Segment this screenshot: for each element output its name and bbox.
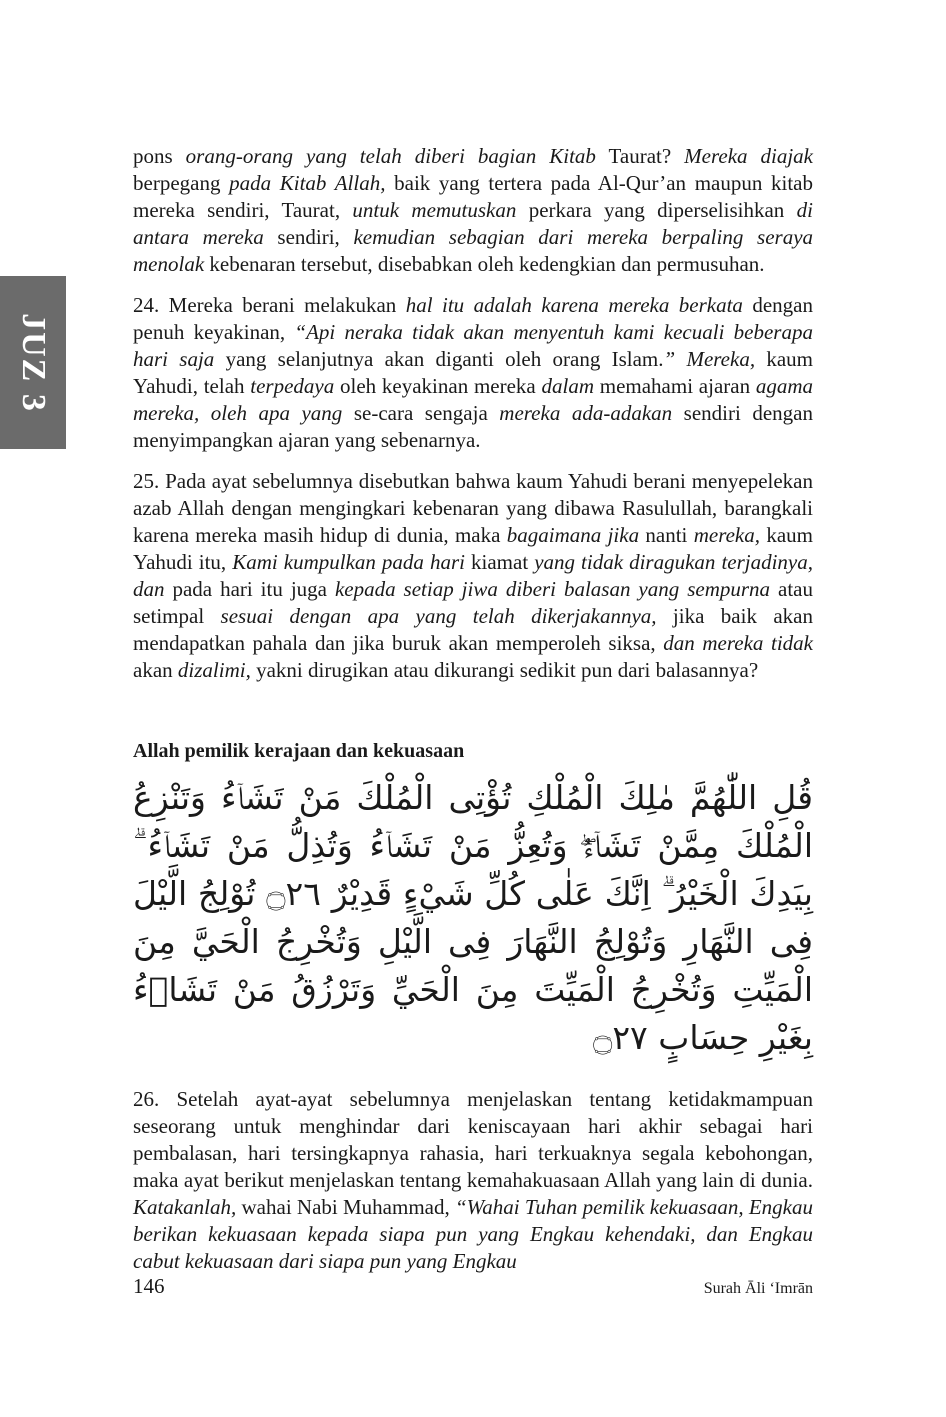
italic-run: Mereka, xyxy=(686,347,756,371)
text-run: dengan penuh keyakinan, xyxy=(133,293,813,344)
text-run: akan xyxy=(133,658,178,682)
text-run: pons xyxy=(133,144,186,168)
page-content xyxy=(133,143,813,1289)
italic-run: bagaimana jika xyxy=(506,523,640,547)
italic-run: “Wahai Tuhan pemilik kekuasaan, Engkau berikan kekuasaan kepada siapa pun yang Engkau kehendaki, dan Engkau cabut kekuasaan dari siapa pun yang Engkau xyxy=(133,1195,813,1273)
text-run: Taurat? xyxy=(595,144,685,168)
italic-run: di antara mereka xyxy=(133,198,813,249)
text-run: yang selanjutnya akan diganti oleh orang Islam. xyxy=(214,347,664,371)
text-run: pada hari itu juga xyxy=(164,577,335,601)
italic-run: untuk memutuskan xyxy=(352,198,517,222)
text-run: jika baik akan mendapatkan pahala dan jika buruk akan memperoleh siksa, xyxy=(133,604,813,655)
italic-run: dan mereka tidak xyxy=(663,631,814,655)
italic-run: ” xyxy=(663,347,676,371)
page-number: 146 xyxy=(133,1274,165,1298)
text-run: yakni dirugikan atau dikurangi sedikit pun dari balasannya? xyxy=(250,658,759,682)
juz-side-tab xyxy=(0,276,66,449)
italic-run: “Api neraka tidak akan menyentuh kami kecuali beberapa hari saja xyxy=(133,320,813,371)
italic-run: kemudian sebagian dari mereka berpaling seraya menolak xyxy=(133,225,814,276)
text-run: se-cara sengaja xyxy=(342,401,500,425)
arabic-verse-text: قُلِ اللّٰهُمَّ مٰلِكَ الْمُلْكِ تُؤْتِى الْمُلْكَ مَنْ تَشَاۤءُ وَتَنْزِعُ الْمُلْكَ مِمَّنْ تَشَاۤءُۖ وَتُعِزُّ مَنْ تَشَاۤءُ وَتُذِلُّ مَنْ تَشَاۤءُ ۗ بِيَدِكَ الْخَيْرُ ۗ اِنَّكَ عَلٰى كُلِّ شَيْءٍ قَدِيْرٌ ۝٢٦ تُوْلِجُ الَّيْلَ فِى النَّهَارِ وَتُوْلِجُ النَّهَارَ فِى الَّيْلِ وَتُخْرِجُ الْحَيَّ مِنَ الْمَيِّتِ وَتُخْرِجُ الْمَيِّتَ مِنَ الْحَيِّ وَتَرْزُقُ مَنْ تَشَاۤءُ بِغَيْرِ حِسَابٍ ۝٢٧ xyxy=(133,778,813,1057)
italic-run: dalam xyxy=(541,374,594,398)
text-run: kaum Yahudi, telah xyxy=(133,347,814,398)
italic-run: agama mereka, oleh apa yang xyxy=(133,374,814,425)
surah-name: Surah Āli ‘Imrān xyxy=(703,1280,813,1297)
italic-run: Mereka diajak xyxy=(684,144,813,168)
italic-run: Katakanlah, xyxy=(133,1195,237,1219)
text-run: oleh keyakinan mereka xyxy=(334,374,542,398)
text-run: nanti xyxy=(639,523,694,547)
text-run: sendiri, xyxy=(263,225,354,249)
text-run: kiamat xyxy=(464,550,535,574)
text-run: wahai Nabi Muhammad, xyxy=(236,1195,455,1219)
section-heading: Allah pemilik kerajaan dan kekuasaan xyxy=(133,740,465,762)
italic-run: pada Kitab Allah, xyxy=(229,171,386,195)
italic-run: kepada setiap jiwa diberi balasan yang sempurna xyxy=(334,577,771,601)
text-run: perkara yang diperselisihkan xyxy=(516,198,797,222)
text-run: berpegang xyxy=(133,171,230,195)
text-run: 26. Setelah ayat-ayat sebelumnya menjelaskan tentang ketidakmampuan seseorang untuk menghindar dari keniscayaan hari akhir sebagai hari pembalasan, hari tersingkapnya rahasia, hari terkuaknya segala kebohongan, maka ayat berikut menjelaskan tentang kemahakuasaan Allah yang lain di dunia. xyxy=(133,1087,813,1192)
italic-run: sesuai dengan apa yang telah dikerjakannya, xyxy=(220,604,657,628)
italic-run: terpedaya xyxy=(250,374,335,398)
italic-run: mereka ada-adakan xyxy=(499,401,673,425)
paragraph-verse-24 xyxy=(133,292,813,454)
italic-run: yang tidak diragukan terjadinya, dan xyxy=(133,550,814,601)
text-run: 24. Mereka berani melakukan xyxy=(133,293,406,317)
paragraph-verse-26 xyxy=(133,1086,813,1275)
juz-label: JUZ 3 xyxy=(15,312,53,413)
italic-run: hal itu adalah karena mereka berkata xyxy=(405,293,743,317)
text-run: 25. Pada ayat sebelumnya disebutkan bahwa kaum Yahudi berani menyepelekan azab Allah dengan mengingkari kebenaran yang dibawa Rasulullah, barangkali karena mereka masih hidup di dunia, maka xyxy=(133,469,813,547)
italic-run: orang-orang yang telah diberi bagian Kitab xyxy=(185,144,596,168)
paragraph-verse-25 xyxy=(133,468,813,684)
text-run xyxy=(675,347,686,371)
text-run: memahami ajaran xyxy=(594,374,756,398)
paragraph-tafsir xyxy=(133,143,813,278)
italic-run: mereka, xyxy=(693,523,761,547)
text-run: baik yang tertera pada Al-Qur’an maupun kitab mereka sendiri, Taurat, xyxy=(133,171,813,222)
text-run: sendiri dengan menyimpangkan ajaran yang sebenarnya. xyxy=(133,401,813,452)
text-run: atau setimpal xyxy=(133,577,813,628)
text-run: kaum Yahudi itu, xyxy=(133,523,813,574)
italic-run: dizalimi, xyxy=(177,658,251,682)
italic-run: Kami kumpulkan pada hari xyxy=(232,550,465,574)
text-run: kebenaran tersebut, disebabkan oleh kedengkian dan permusuhan. xyxy=(204,252,765,276)
